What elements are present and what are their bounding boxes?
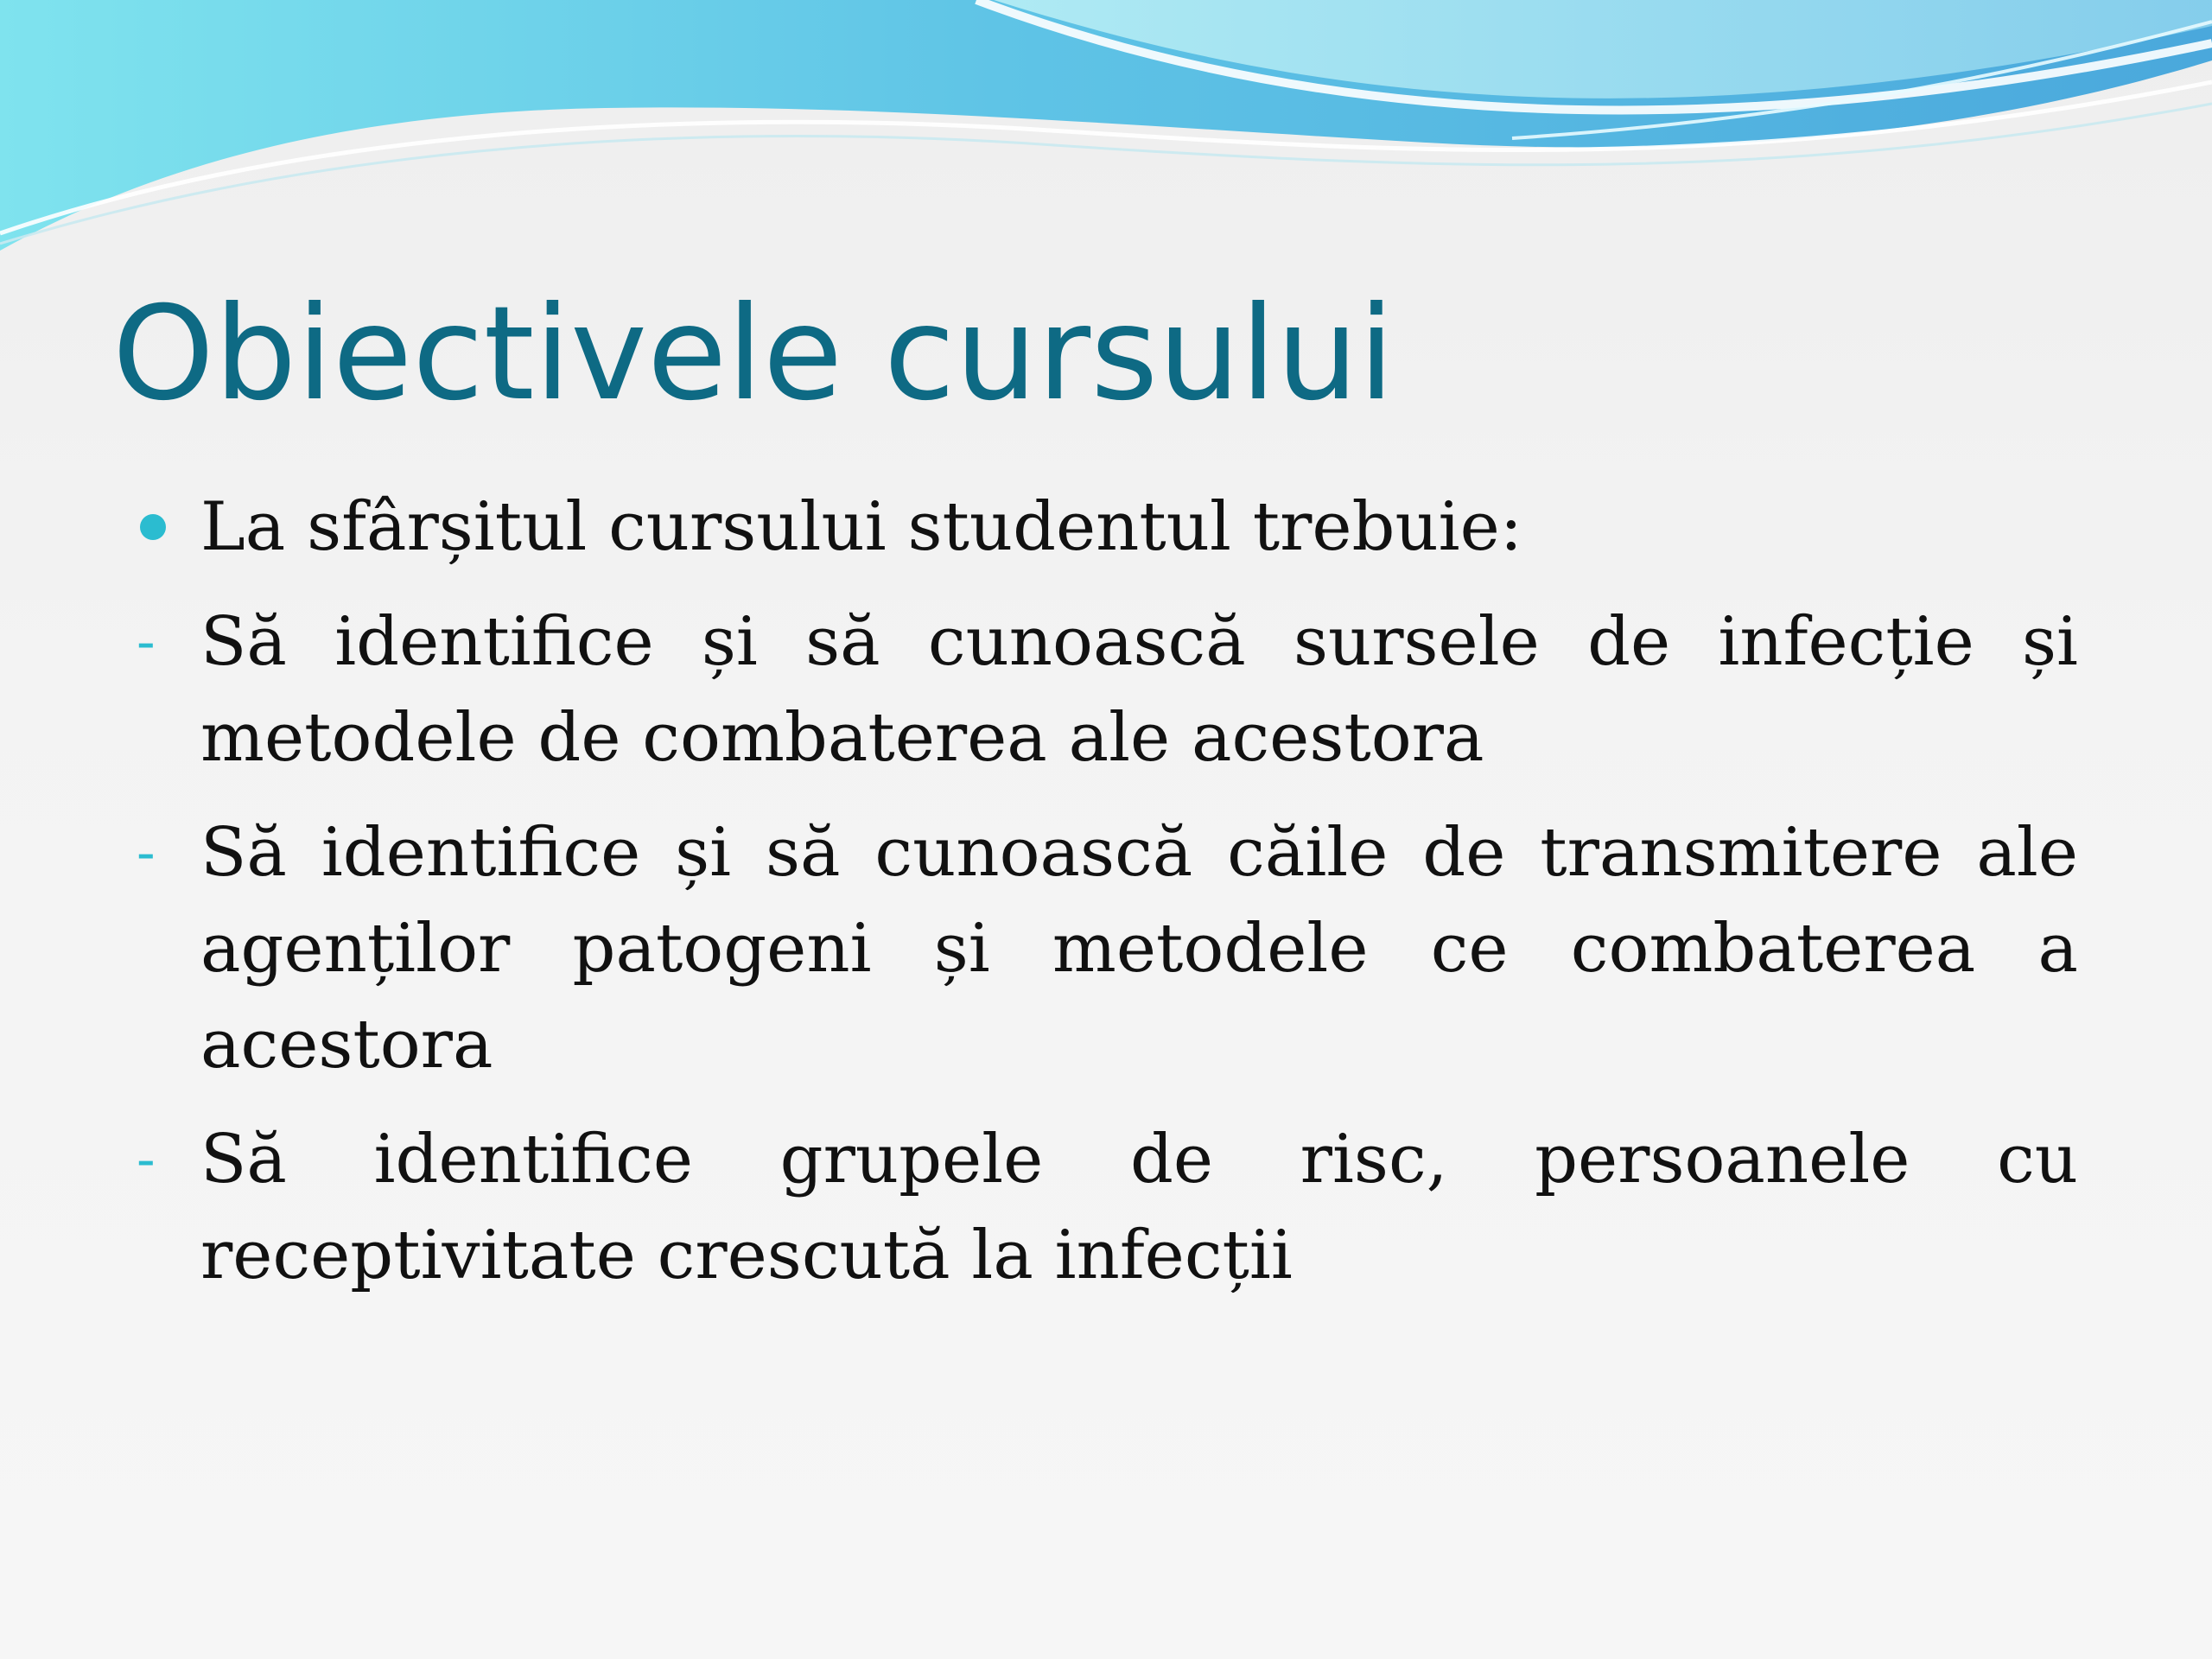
dash-marker: - [137, 1128, 156, 1192]
intro-text: La sfârșitul cursului studentul trebuie: [200, 488, 1523, 566]
objective-text: Să identifice și să cunoască căile de transmitere ale agenților patogeni și metodele ce combaterea a acestora [200, 814, 2078, 1084]
slide-title: Obiectivele cursului [112, 279, 1395, 429]
objective-text: Să identifice grupele de risc, persoanele cu receptivitate crescută la infecții [200, 1121, 2078, 1294]
objective-text: Să identifice și să cunoască sursele de infecție și metodele de combaterea ale acestora [200, 603, 2078, 777]
objective-item [130, 1112, 2078, 1304]
intro-bullet [130, 480, 2078, 575]
objectives-list [130, 480, 2078, 1323]
objective-item [130, 805, 2078, 1093]
dot-bullet-icon [140, 514, 166, 540]
wave-header-decoration [0, 0, 2212, 259]
objective-item [130, 594, 2078, 786]
dash-marker: - [137, 821, 156, 885]
dash-marker: - [137, 610, 156, 674]
